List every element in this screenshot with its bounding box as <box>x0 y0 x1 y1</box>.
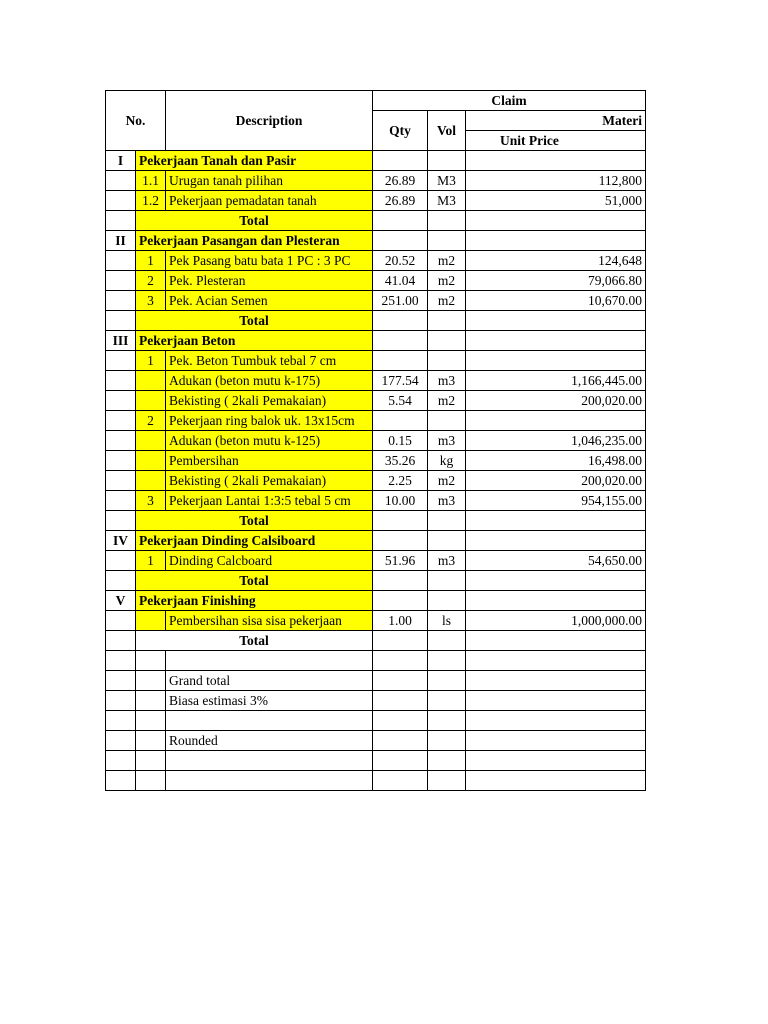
cell-qty[interactable] <box>373 231 428 251</box>
cell-description[interactable]: Bekisting ( 2kali Pemakaian) <box>166 391 373 411</box>
cell-sub-no[interactable]: 1 <box>136 551 166 571</box>
cell-description[interactable] <box>166 711 373 731</box>
cell-vol[interactable]: m3 <box>428 371 466 391</box>
cell-qty[interactable]: 2.25 <box>373 471 428 491</box>
table-row <box>106 771 646 791</box>
cell-total-label[interactable]: Total <box>136 211 373 231</box>
cell-summary-label[interactable]: Grand total <box>166 671 373 691</box>
table-row <box>106 171 646 191</box>
cell-total-label[interactable]: Total <box>136 571 373 591</box>
cell-qty[interactable] <box>373 211 428 231</box>
cell-unit-price[interactable]: 79,066.80 <box>466 271 646 291</box>
table-row <box>106 471 646 491</box>
cell-unit-price[interactable]: 124,648 <box>466 251 646 271</box>
cell-sub-no[interactable]: 2 <box>136 411 166 431</box>
table-row <box>106 151 646 171</box>
cell-vol[interactable] <box>428 731 466 751</box>
cell-vol[interactable]: m3 <box>428 551 466 571</box>
header-claim[interactable]: Claim <box>373 91 646 111</box>
cell-vol[interactable]: M3 <box>428 191 466 211</box>
cell-vol[interactable] <box>428 591 466 611</box>
cell-unit-price[interactable] <box>466 151 646 171</box>
cell-no[interactable] <box>106 471 136 491</box>
table-row <box>106 591 646 611</box>
cell-unit-price[interactable] <box>466 211 646 231</box>
cell-sub-no[interactable]: 1 <box>136 251 166 271</box>
table-row <box>106 431 646 451</box>
table-row <box>106 731 646 751</box>
cell-qty[interactable]: 10.00 <box>373 491 428 511</box>
cell-unit-price[interactable] <box>466 711 646 731</box>
cell-total-label[interactable]: Total <box>136 631 373 651</box>
cell-description[interactable]: Pembersihan sisa sisa pekerjaan <box>166 611 373 631</box>
cell-sub-no[interactable]: 3 <box>136 291 166 311</box>
cell-unit-price[interactable] <box>466 511 646 531</box>
cell-vol[interactable] <box>428 751 466 771</box>
cell-vol[interactable]: m3 <box>428 491 466 511</box>
cell-qty[interactable]: 5.54 <box>373 391 428 411</box>
cell-sub-no[interactable] <box>136 651 166 671</box>
cell-no[interactable] <box>106 311 136 331</box>
cell-qty[interactable] <box>373 711 428 731</box>
table-row <box>106 651 646 671</box>
cell-no[interactable] <box>106 271 136 291</box>
cell-unit-price[interactable]: 16,498.00 <box>466 451 646 471</box>
cell-unit-price[interactable] <box>466 571 646 591</box>
cell-description[interactable]: Adukan (beton mutu k-125) <box>166 431 373 451</box>
header-unit-price[interactable]: Unit Price <box>466 131 646 151</box>
cell-qty[interactable] <box>373 351 428 371</box>
cell-qty[interactable] <box>373 771 428 791</box>
table-row <box>106 611 646 631</box>
cell-vol[interactable]: m2 <box>428 271 466 291</box>
cell-vol[interactable]: m3 <box>428 431 466 451</box>
cell-description[interactable]: Adukan (beton mutu k-175) <box>166 371 373 391</box>
cell-no[interactable] <box>106 451 136 471</box>
cell-vol[interactable] <box>428 351 466 371</box>
cell-description[interactable]: Pembersihan <box>166 451 373 471</box>
cell-unit-price[interactable] <box>466 771 646 791</box>
cell-section-title[interactable]: Pekerjaan Finishing <box>136 591 373 611</box>
cell-unit-price[interactable]: 1,046,235.00 <box>466 431 646 451</box>
cell-no[interactable] <box>106 431 136 451</box>
cell-sub-no[interactable]: 1.1 <box>136 171 166 191</box>
cell-sub-no[interactable] <box>136 451 166 471</box>
header-row-1 <box>106 91 646 111</box>
cell-no[interactable] <box>106 651 136 671</box>
cell-description[interactable]: Pek. Beton Tumbuk tebal 7 cm <box>166 351 373 371</box>
cell-summary-label[interactable]: Biasa estimasi 3% <box>166 691 373 711</box>
cell-sub-no[interactable] <box>136 611 166 631</box>
cell-description[interactable]: Dinding Calcboard <box>166 551 373 571</box>
cell-no[interactable] <box>106 411 136 431</box>
cell-description[interactable]: Pek Pasang batu bata 1 PC : 3 PC <box>166 251 373 271</box>
cell-no[interactable] <box>106 691 136 711</box>
spreadsheet-sheet <box>105 90 643 791</box>
cell-vol[interactable] <box>428 311 466 331</box>
cell-no[interactable] <box>106 571 136 591</box>
header-no[interactable]: No. <box>106 91 166 151</box>
cell-description[interactable] <box>166 751 373 771</box>
cell-description[interactable]: Pekerjaan ring balok uk. 13x15cm <box>166 411 373 431</box>
cell-summary-label[interactable]: Rounded <box>166 731 373 751</box>
cell-no[interactable] <box>106 211 136 231</box>
cell-vol[interactable] <box>428 691 466 711</box>
cell-unit-price[interactable]: 54,650.00 <box>466 551 646 571</box>
cell-qty[interactable]: 177.54 <box>373 371 428 391</box>
cell-no[interactable] <box>106 611 136 631</box>
cell-sub-no[interactable] <box>136 371 166 391</box>
cell-no[interactable] <box>106 731 136 751</box>
cell-qty[interactable] <box>373 591 428 611</box>
cell-vol[interactable] <box>428 631 466 651</box>
boq-table <box>105 90 646 791</box>
cell-vol[interactable] <box>428 511 466 531</box>
cell-unit-price[interactable]: 1,000,000.00 <box>466 611 646 631</box>
cell-description[interactable]: Pekerjaan Lantai 1:3:5 tebal 5 cm <box>166 491 373 511</box>
table-row <box>106 671 646 691</box>
cell-qty[interactable] <box>373 651 428 671</box>
cell-qty[interactable] <box>373 731 428 751</box>
cell-sub-no[interactable]: 1 <box>136 351 166 371</box>
cell-no[interactable] <box>106 511 136 531</box>
cell-section-title[interactable]: Pekerjaan Beton <box>136 331 373 351</box>
cell-unit-price[interactable] <box>466 751 646 771</box>
table-row <box>106 371 646 391</box>
cell-unit-price[interactable] <box>466 691 646 711</box>
cell-unit-price[interactable] <box>466 231 646 251</box>
cell-sub-no[interactable] <box>136 751 166 771</box>
cell-sub-no[interactable]: 1.2 <box>136 191 166 211</box>
table-row <box>106 531 646 551</box>
cell-unit-price[interactable]: 51,000 <box>466 191 646 211</box>
table-row <box>106 491 646 511</box>
cell-vol[interactable]: ls <box>428 611 466 631</box>
table-row <box>106 251 646 271</box>
cell-sub-no[interactable] <box>136 691 166 711</box>
cell-qty[interactable] <box>373 531 428 551</box>
cell-qty[interactable]: 1.00 <box>373 611 428 631</box>
cell-qty[interactable]: 0.15 <box>373 431 428 451</box>
cell-qty[interactable]: 20.52 <box>373 251 428 271</box>
cell-vol[interactable] <box>428 671 466 691</box>
cell-sub-no[interactable] <box>136 431 166 451</box>
table-row <box>106 331 646 351</box>
cell-section-title[interactable]: Pekerjaan Pasangan dan Plesteran <box>136 231 373 251</box>
cell-sub-no[interactable] <box>136 711 166 731</box>
cell-unit-price[interactable] <box>466 671 646 691</box>
cell-no[interactable] <box>106 771 136 791</box>
table-row <box>106 291 646 311</box>
table-row <box>106 271 646 291</box>
cell-qty[interactable] <box>373 671 428 691</box>
cell-no[interactable] <box>106 391 136 411</box>
cell-no[interactable] <box>106 631 136 651</box>
cell-sub-no[interactable] <box>136 391 166 411</box>
cell-vol[interactable]: m2 <box>428 291 466 311</box>
cell-no[interactable] <box>106 291 136 311</box>
cell-no[interactable] <box>106 711 136 731</box>
cell-unit-price[interactable] <box>466 411 646 431</box>
cell-section-no[interactable]: II <box>106 231 136 251</box>
cell-qty[interactable] <box>373 411 428 431</box>
cell-description[interactable] <box>166 651 373 671</box>
cell-no[interactable] <box>106 671 136 691</box>
cell-vol[interactable] <box>428 651 466 671</box>
cell-qty[interactable]: 26.89 <box>373 171 428 191</box>
cell-vol[interactable] <box>428 331 466 351</box>
cell-vol[interactable]: m2 <box>428 391 466 411</box>
cell-qty[interactable]: 251.00 <box>373 291 428 311</box>
cell-unit-price[interactable]: 200,020.00 <box>466 391 646 411</box>
cell-no[interactable] <box>106 251 136 271</box>
cell-qty[interactable] <box>373 331 428 351</box>
cell-qty[interactable]: 26.89 <box>373 191 428 211</box>
cell-sub-no[interactable] <box>136 771 166 791</box>
cell-unit-price[interactable]: 954,155.00 <box>466 491 646 511</box>
cell-vol[interactable] <box>428 771 466 791</box>
cell-sub-no[interactable] <box>136 731 166 751</box>
cell-unit-price[interactable] <box>466 311 646 331</box>
table-row <box>106 391 646 411</box>
cell-description[interactable]: Pekerjaan pemadatan tanah <box>166 191 373 211</box>
cell-no[interactable] <box>106 551 136 571</box>
cell-description[interactable]: Pek. Plesteran <box>166 271 373 291</box>
table-row <box>106 411 646 431</box>
cell-description[interactable]: Urugan tanah pilihan <box>166 171 373 191</box>
cell-qty[interactable] <box>373 151 428 171</box>
cell-qty[interactable]: 51.96 <box>373 551 428 571</box>
cell-qty[interactable] <box>373 571 428 591</box>
cell-unit-price[interactable] <box>466 651 646 671</box>
cell-unit-price[interactable]: 10,670.00 <box>466 291 646 311</box>
cell-section-title[interactable]: Pekerjaan Tanah dan Pasir <box>136 151 373 171</box>
header-vol[interactable]: Vol <box>428 111 466 151</box>
cell-description[interactable]: Pek. Acian Semen <box>166 291 373 311</box>
cell-qty[interactable] <box>373 691 428 711</box>
cell-vol[interactable] <box>428 711 466 731</box>
cell-unit-price[interactable] <box>466 631 646 651</box>
cell-unit-price[interactable] <box>466 731 646 751</box>
cell-vol[interactable] <box>428 531 466 551</box>
cell-no[interactable] <box>106 351 136 371</box>
cell-section-no[interactable]: III <box>106 331 136 351</box>
cell-section-no[interactable]: IV <box>106 531 136 551</box>
cell-no[interactable] <box>106 371 136 391</box>
cell-no[interactable] <box>106 171 136 191</box>
cell-vol[interactable]: kg <box>428 451 466 471</box>
cell-qty[interactable] <box>373 631 428 651</box>
cell-vol[interactable] <box>428 211 466 231</box>
cell-section-title[interactable]: Pekerjaan Dinding Calsiboard <box>136 531 373 551</box>
cell-vol[interactable]: m2 <box>428 471 466 491</box>
cell-no[interactable] <box>106 751 136 771</box>
cell-unit-price[interactable] <box>466 351 646 371</box>
cell-unit-price[interactable] <box>466 531 646 551</box>
cell-unit-price[interactable] <box>466 331 646 351</box>
cell-total-label[interactable]: Total <box>136 311 373 331</box>
cell-sub-no[interactable] <box>136 471 166 491</box>
cell-sub-no[interactable] <box>136 671 166 691</box>
cell-qty[interactable]: 41.04 <box>373 271 428 291</box>
table-row <box>106 191 646 211</box>
table-row <box>106 691 646 711</box>
table-row <box>106 751 646 771</box>
cell-vol[interactable] <box>428 151 466 171</box>
cell-vol[interactable] <box>428 571 466 591</box>
cell-section-no[interactable]: I <box>106 151 136 171</box>
cell-qty[interactable]: 35.26 <box>373 451 428 471</box>
table-row <box>106 511 646 531</box>
table-row <box>106 631 646 651</box>
cell-sub-no[interactable]: 3 <box>136 491 166 511</box>
cell-description[interactable]: Bekisting ( 2kali Pemakaian) <box>166 471 373 491</box>
cell-unit-price[interactable]: 200,020.00 <box>466 471 646 491</box>
cell-sub-no[interactable]: 2 <box>136 271 166 291</box>
cell-vol[interactable] <box>428 231 466 251</box>
cell-unit-price[interactable]: 1,166,445.00 <box>466 371 646 391</box>
cell-no[interactable] <box>106 191 136 211</box>
table-row <box>106 571 646 591</box>
cell-qty[interactable] <box>373 751 428 771</box>
table-row <box>106 311 646 331</box>
cell-total-label[interactable]: Total <box>136 511 373 531</box>
cell-qty[interactable] <box>373 311 428 331</box>
header-description[interactable]: Description <box>166 91 373 151</box>
table-row <box>106 231 646 251</box>
table-row <box>106 351 646 371</box>
cell-unit-price[interactable] <box>466 591 646 611</box>
cell-unit-price[interactable]: 112,800 <box>466 171 646 191</box>
cell-vol[interactable] <box>428 411 466 431</box>
cell-vol[interactable]: m2 <box>428 251 466 271</box>
cell-vol[interactable]: M3 <box>428 171 466 191</box>
table-row <box>106 211 646 231</box>
cell-description[interactable] <box>166 771 373 791</box>
cell-no[interactable] <box>106 491 136 511</box>
header-qty[interactable]: Qty <box>373 111 428 151</box>
table-row <box>106 451 646 471</box>
cell-qty[interactable] <box>373 511 428 531</box>
table-row <box>106 711 646 731</box>
table-row <box>106 551 646 571</box>
cell-section-no[interactable]: V <box>106 591 136 611</box>
header-material[interactable]: Materi <box>466 111 646 131</box>
